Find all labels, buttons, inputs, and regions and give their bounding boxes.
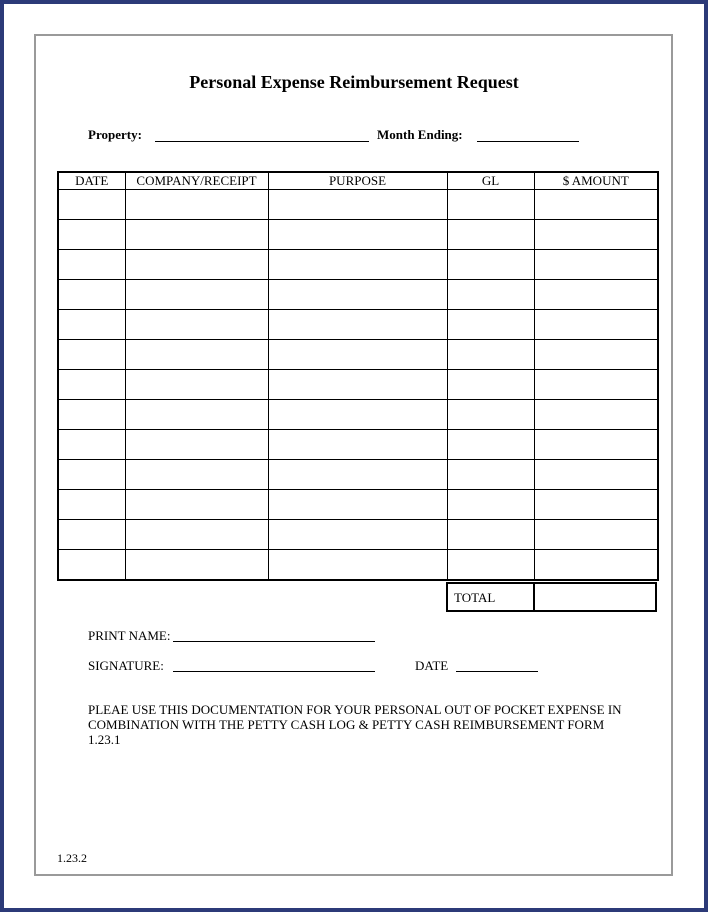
amount-cell[interactable] <box>534 310 658 340</box>
company-receipt-cell[interactable] <box>125 340 268 370</box>
header-gl: GL <box>447 172 534 190</box>
gl-cell[interactable] <box>447 280 534 310</box>
purpose-cell[interactable] <box>268 490 447 520</box>
total-amount-field[interactable] <box>535 584 655 610</box>
date-cell[interactable] <box>58 280 125 310</box>
purpose-cell[interactable] <box>268 370 447 400</box>
date-cell[interactable] <box>58 490 125 520</box>
gl-cell[interactable] <box>447 460 534 490</box>
date-label: DATE <box>415 658 449 673</box>
company-receipt-cell[interactable] <box>125 310 268 340</box>
signature-field[interactable] <box>173 671 375 672</box>
company-receipt-cell[interactable] <box>125 490 268 520</box>
amount-cell[interactable] <box>534 340 658 370</box>
gl-cell[interactable] <box>447 370 534 400</box>
table-row <box>58 310 658 340</box>
gl-cell[interactable] <box>447 430 534 460</box>
gl-cell[interactable] <box>447 490 534 520</box>
purpose-cell[interactable] <box>268 280 447 310</box>
amount-cell[interactable] <box>534 250 658 280</box>
table-row <box>58 430 658 460</box>
purpose-cell[interactable] <box>268 520 447 550</box>
gl-cell[interactable] <box>447 250 534 280</box>
table-row <box>58 520 658 550</box>
property-label: Property: <box>88 127 142 142</box>
company-receipt-cell[interactable] <box>125 370 268 400</box>
company-receipt-cell[interactable] <box>125 520 268 550</box>
purpose-cell[interactable] <box>268 250 447 280</box>
purpose-cell[interactable] <box>268 340 447 370</box>
company-receipt-cell[interactable] <box>125 400 268 430</box>
purpose-cell[interactable] <box>268 220 447 250</box>
amount-cell[interactable] <box>534 370 658 400</box>
amount-cell[interactable] <box>534 460 658 490</box>
note-line: 1.23.1 <box>88 732 121 747</box>
note-line: PLEAE USE THIS DOCUMENTATION FOR YOUR PERSONAL OUT OF POCKET EXPENSE IN <box>88 702 622 717</box>
note-line: COMBINATION WITH THE PETTY CASH LOG & PETTY CASH REIMBURSEMENT FORM <box>88 717 605 732</box>
table-row <box>58 370 658 400</box>
table-row <box>58 340 658 370</box>
date-cell[interactable] <box>58 370 125 400</box>
date-cell[interactable] <box>58 520 125 550</box>
amount-cell[interactable] <box>534 490 658 520</box>
gl-cell[interactable] <box>447 520 534 550</box>
table-header-row <box>58 172 658 190</box>
header-purpose: PURPOSE <box>268 172 447 190</box>
table-row <box>58 400 658 430</box>
purpose-cell[interactable] <box>268 550 447 581</box>
gl-cell[interactable] <box>447 550 534 581</box>
total-box <box>446 582 657 612</box>
amount-cell[interactable] <box>534 550 658 581</box>
company-receipt-cell[interactable] <box>125 280 268 310</box>
company-receipt-cell[interactable] <box>125 190 268 220</box>
company-receipt-cell[interactable] <box>125 550 268 581</box>
purpose-cell[interactable] <box>268 310 447 340</box>
header-date: DATE <box>58 172 125 190</box>
instruction-note <box>88 702 648 747</box>
amount-cell[interactable] <box>534 190 658 220</box>
purpose-cell[interactable] <box>268 400 447 430</box>
date-cell[interactable] <box>58 310 125 340</box>
purpose-cell[interactable] <box>268 460 447 490</box>
table-row <box>58 280 658 310</box>
company-receipt-cell[interactable] <box>125 430 268 460</box>
date-cell[interactable] <box>58 250 125 280</box>
signature-label: SIGNATURE: <box>88 658 164 673</box>
date-cell[interactable] <box>58 340 125 370</box>
table-row <box>58 490 658 520</box>
company-receipt-cell[interactable] <box>125 220 268 250</box>
amount-cell[interactable] <box>534 400 658 430</box>
gl-cell[interactable] <box>447 400 534 430</box>
month-ending-label: Month Ending: <box>377 127 463 142</box>
total-label: TOTAL <box>448 584 535 610</box>
table-row <box>58 190 658 220</box>
print-name-field[interactable] <box>173 641 375 642</box>
company-receipt-cell[interactable] <box>125 250 268 280</box>
table-row <box>58 460 658 490</box>
amount-cell[interactable] <box>534 220 658 250</box>
amount-cell[interactable] <box>534 280 658 310</box>
date-field[interactable] <box>456 671 538 672</box>
gl-cell[interactable] <box>447 190 534 220</box>
date-cell[interactable] <box>58 190 125 220</box>
amount-cell[interactable] <box>534 430 658 460</box>
gl-cell[interactable] <box>447 310 534 340</box>
gl-cell[interactable] <box>447 340 534 370</box>
gl-cell[interactable] <box>447 220 534 250</box>
date-cell[interactable] <box>58 460 125 490</box>
form-number: 1.23.2 <box>57 851 87 865</box>
month-ending-field[interactable] <box>477 141 579 142</box>
table-row <box>58 250 658 280</box>
date-cell[interactable] <box>58 220 125 250</box>
header-amount: $ AMOUNT <box>534 172 658 190</box>
company-receipt-cell[interactable] <box>125 460 268 490</box>
table-row <box>58 220 658 250</box>
header-company-receipt: COMPANY/RECEIPT <box>125 172 268 190</box>
date-cell[interactable] <box>58 550 125 581</box>
print-name-label: PRINT NAME: <box>88 628 171 643</box>
table-row <box>58 550 658 581</box>
date-cell[interactable] <box>58 430 125 460</box>
date-cell[interactable] <box>58 400 125 430</box>
property-field[interactable] <box>155 141 369 142</box>
amount-cell[interactable] <box>534 520 658 550</box>
purpose-cell[interactable] <box>268 190 447 220</box>
expense-table <box>57 171 659 581</box>
purpose-cell[interactable] <box>268 430 447 460</box>
form-title: Personal Expense Reimbursement Request <box>189 72 519 92</box>
